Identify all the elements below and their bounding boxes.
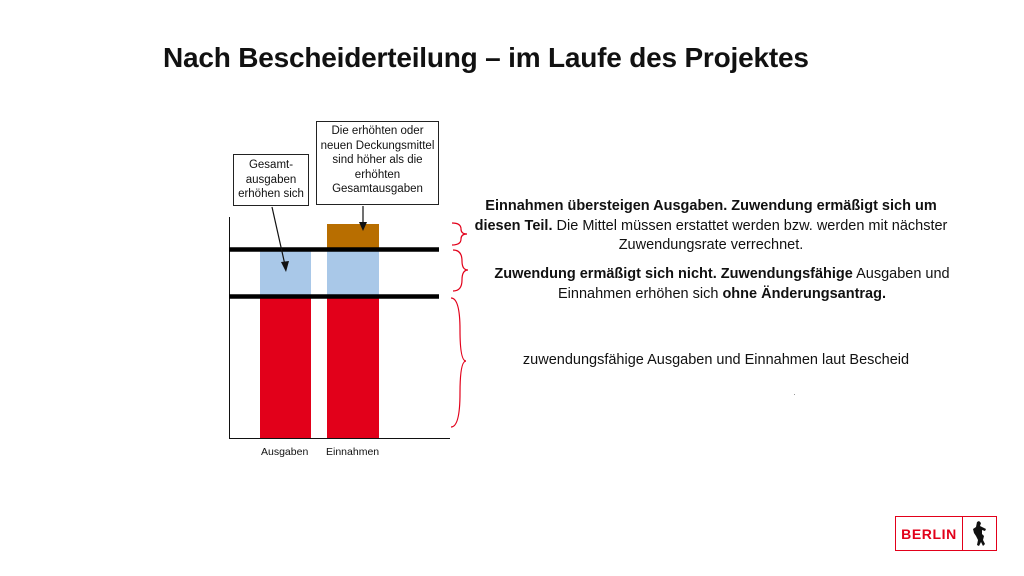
- bar-einnahmen-base: [327, 296, 379, 438]
- brace-base: [451, 298, 466, 427]
- description-base: zuwendungsfähige Ausgaben und Einnahmen laut Bescheid: [522, 352, 910, 368]
- bar-ausgaben-base: [260, 296, 311, 438]
- stray-dot: [794, 394, 795, 395]
- label-einnahmen: Einnahmen: [326, 446, 380, 458]
- description-increase: Zuwendung ermäßigt sich nicht. Zuwendungsfähige Ausgaben und Einnahmen erhöhen sich ohne Änderungsantrag.: [494, 266, 950, 302]
- label-ausgaben: Ausgaben: [261, 446, 309, 458]
- callout-einnahmen-excess: Die erhöhten oder neuen Deckungsmittel sind höher als die erhöhten Gesamtausgaben: [316, 121, 439, 205]
- page-title: Nach Bescheiderteilung – im Laufe des Projektes: [163, 42, 809, 73]
- berlin-bear-icon: [963, 517, 996, 550]
- callout-ausgaben-increase: Gesamt- ausgaben erhöhen sich: [233, 154, 309, 206]
- logo-text: BERLIN: [896, 517, 963, 550]
- bar-ausgaben-increase: [260, 251, 311, 296]
- berlin-logo: [895, 516, 997, 551]
- bar-einnahmen-excess: [327, 224, 379, 248]
- brace-increase: [453, 250, 468, 291]
- description-excess: Einnahmen übersteigen Ausgaben. Zuwendung ermäßigt sich um diesen Teil. Die Mittel müssen erstattet werden bzw. werden mit nächster Zuwendungsrate verrechnet.: [474, 198, 948, 253]
- brace-excess: [452, 223, 467, 245]
- bar-einnahmen-increase: [327, 251, 379, 296]
